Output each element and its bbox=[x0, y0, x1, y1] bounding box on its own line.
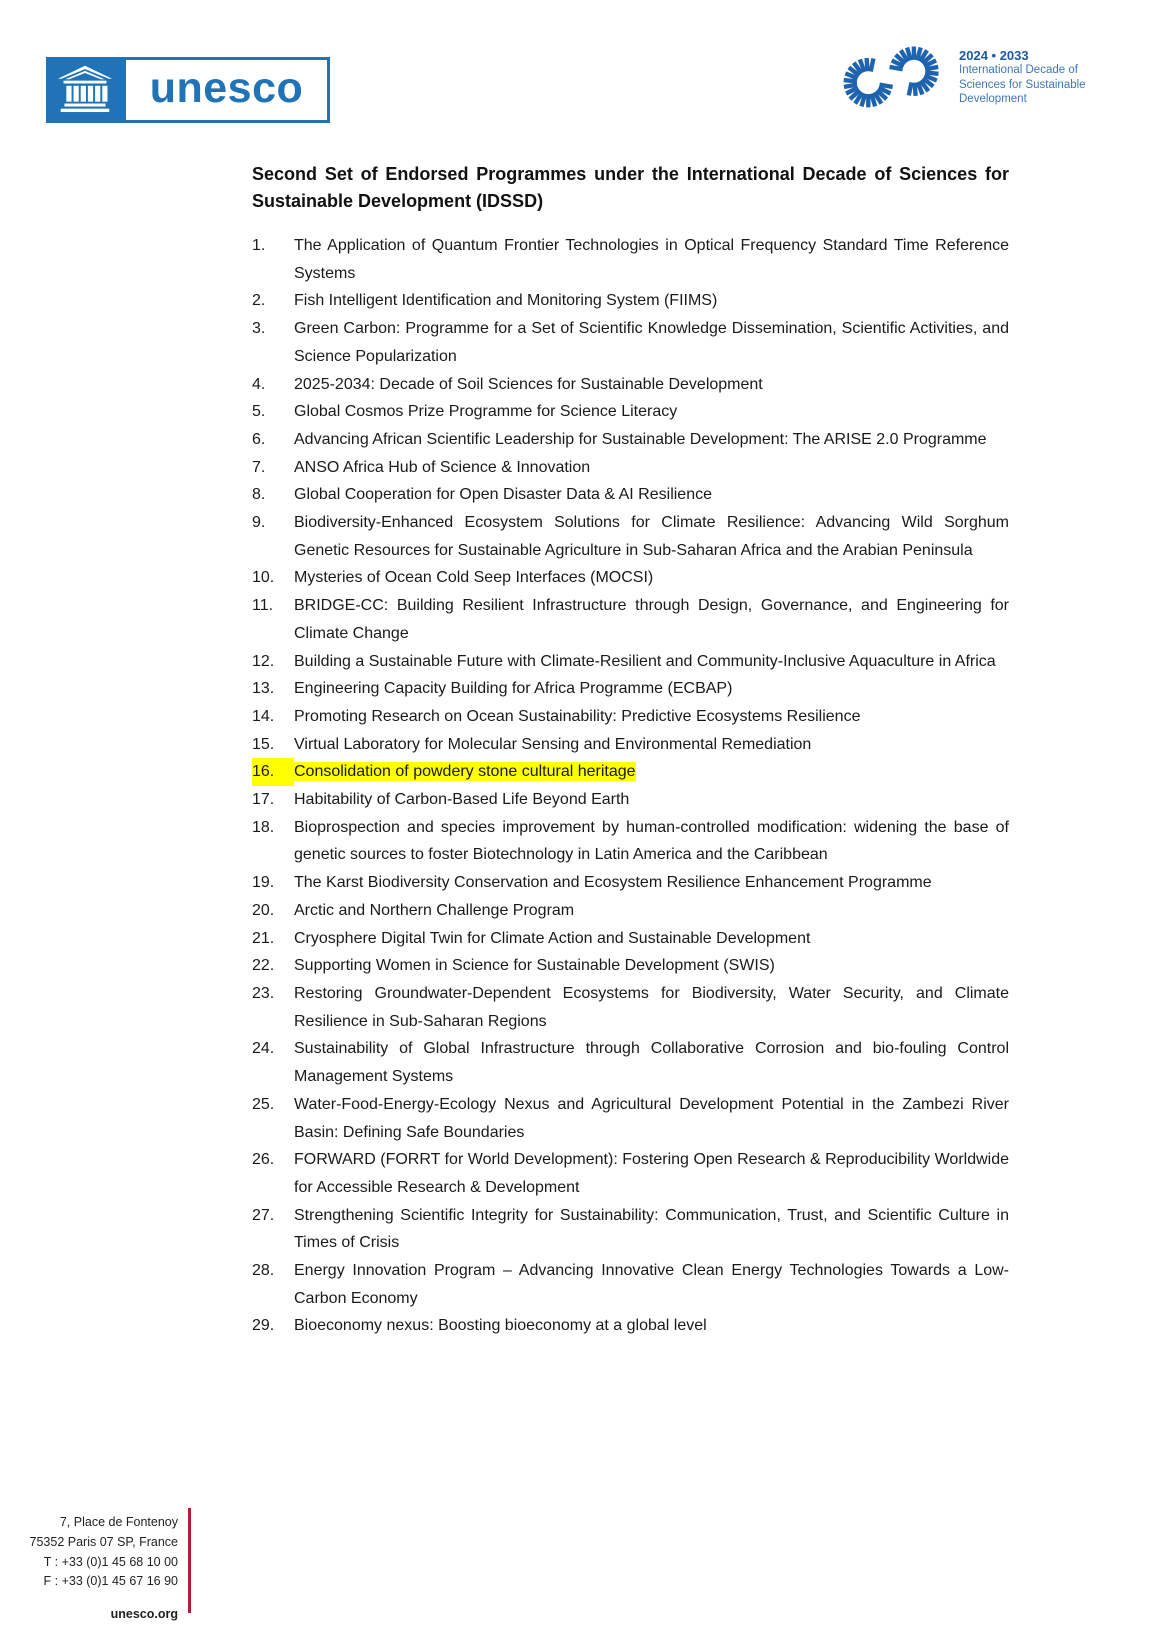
item-number: 9. bbox=[252, 514, 266, 532]
item-text: Energy Innovation Program – Advancing Innovative Clean Energy Technologies Towards a Low-Carbon Economy bbox=[294, 1262, 1009, 1307]
item-number: 19. bbox=[252, 874, 275, 892]
item-text: Arctic and Northern Challenge Program bbox=[294, 901, 575, 919]
highlighted-text: Consolidation of powdery stone cultural heritage bbox=[294, 763, 636, 781]
footer-red-rule bbox=[188, 1508, 191, 1613]
item-number: 15. bbox=[252, 735, 275, 753]
item-text: Cryosphere Digital Twin for Climate Action and Sustainable Development bbox=[294, 929, 811, 947]
item-number: 13. bbox=[252, 680, 275, 698]
idssd-line1: International Decade of bbox=[959, 64, 1078, 76]
item-text: Restoring Groundwater-Dependent Ecosystems for Biodiversity, Water Security, and Climate Resilience in Sub-Saharan Regions bbox=[294, 984, 1009, 1030]
list-item bbox=[252, 703, 1009, 731]
item-number: 18. bbox=[252, 818, 275, 836]
list-item bbox=[252, 371, 1009, 399]
item-number: 10. bbox=[252, 569, 275, 587]
list-item bbox=[252, 758, 1009, 786]
list-item bbox=[252, 426, 1009, 454]
item-number: 17. bbox=[252, 791, 275, 809]
list-item bbox=[252, 925, 1009, 953]
item-text: Water-Food-Energy-Ecology Nexus and Agricultural Development Potential in the Zambezi River Basin: Defining Safe Boundaries bbox=[294, 1095, 1009, 1141]
list-item bbox=[252, 786, 1009, 814]
list-item bbox=[252, 675, 1009, 703]
item-number: 11. bbox=[252, 597, 274, 615]
item-number: 22. bbox=[252, 957, 275, 975]
item-number: 7. bbox=[252, 458, 266, 476]
item-number: 29. bbox=[252, 1317, 275, 1335]
item-number: 12. bbox=[252, 652, 275, 670]
item-number: 23. bbox=[252, 984, 275, 1002]
item-text: Building a Sustainable Future with Climate-Resilient and Community-Inclusive Aquaculture in Africa bbox=[294, 652, 996, 670]
item-number: 16. bbox=[252, 758, 294, 786]
item-text: BRIDGE-CC: Building Resilient Infrastructure through Design, Governance, and Engineering for Climate Change bbox=[294, 597, 1009, 642]
item-number: 14. bbox=[252, 707, 275, 725]
list-item bbox=[252, 1091, 1009, 1146]
list-item bbox=[252, 814, 1009, 869]
list-item bbox=[252, 648, 1009, 676]
item-text: Fish Intelligent Identification and Monitoring System (FIIMS) bbox=[294, 292, 718, 310]
item-text: Global Cooperation for Open Disaster Data & AI Resilience bbox=[294, 486, 712, 504]
item-text: FORWARD (FORRT for World Development): Fostering Open Research & Reproducibility Worldwide for Accessible Research & Development bbox=[294, 1151, 1009, 1196]
footer-website: unesco.org bbox=[110, 1607, 178, 1622]
footer-address bbox=[26, 1513, 178, 1625]
unesco-emblem-box bbox=[46, 57, 123, 123]
list-item bbox=[252, 1202, 1009, 1257]
idssd-years: 2024 • 2033 bbox=[959, 48, 1029, 63]
idssd-logo bbox=[835, 38, 1086, 114]
item-text: The Karst Biodiversity Conservation and Ecosystem Resilience Enhancement Programme bbox=[294, 874, 932, 892]
item-number: 24. bbox=[252, 1040, 275, 1058]
footer-address-line2: 75352 Paris 07 SP, France bbox=[29, 1534, 178, 1549]
list-item bbox=[252, 731, 1009, 759]
item-text: Sustainability of Global Infrastructure through Collaborative Corrosion and bio-fouling Control Management Systems bbox=[294, 1040, 1009, 1086]
item-text: Biodiversity-Enhanced Ecosystem Solutions for Climate Resilience: Advancing Wild Sorghum Genetic Resources for Sustainable Agriculture in Sub-Saharan Africa and the Arabian Peninsula bbox=[294, 514, 1009, 559]
list-item bbox=[252, 509, 1009, 564]
item-text: Bioeconomy nexus: Boosting bioeconomy at a global level bbox=[294, 1317, 707, 1335]
item-text: Bioprospection and species improvement by human-controlled modification: widening the base of genetic sources to foster Biotechnology in Latin America and the Caribbean bbox=[294, 818, 1009, 864]
list-item bbox=[252, 869, 1009, 897]
list-item bbox=[252, 315, 1009, 370]
list-item bbox=[252, 980, 1009, 1035]
list-item bbox=[252, 1035, 1009, 1090]
footer-fax: F : +33 (0)1 45 67 16 90 bbox=[43, 1574, 178, 1589]
list-item bbox=[252, 952, 1009, 980]
list-item bbox=[252, 454, 1009, 482]
item-text: Virtual Laboratory for Molecular Sensing and Environmental Remediation bbox=[294, 735, 812, 753]
idssd-swirl-icon bbox=[835, 38, 951, 114]
item-number: 28. bbox=[252, 1262, 275, 1280]
item-number: 2. bbox=[252, 292, 266, 310]
item-text: The Application of Quantum Frontier Technologies in Optical Frequency Standard Time Reference Systems bbox=[294, 237, 1009, 282]
item-text: Promoting Research on Ocean Sustainability: Predictive Ecosystems Resilience bbox=[294, 707, 861, 725]
idssd-logo-text bbox=[959, 38, 1086, 107]
item-number: 5. bbox=[252, 403, 266, 421]
list-item bbox=[252, 1146, 1009, 1201]
list-item bbox=[252, 1257, 1009, 1312]
unesco-logo bbox=[46, 57, 330, 123]
item-number: 6. bbox=[252, 430, 266, 448]
list-item bbox=[252, 232, 1009, 287]
item-number: 20. bbox=[252, 901, 275, 919]
item-text: Engineering Capacity Building for Africa Programme (ECBAP) bbox=[294, 680, 733, 698]
list-item bbox=[252, 564, 1009, 592]
footer-telephone: T : +33 (0)1 45 68 10 00 bbox=[43, 1554, 178, 1569]
list-item bbox=[252, 592, 1009, 647]
list-item bbox=[252, 481, 1009, 509]
programme-list bbox=[252, 232, 1009, 1340]
item-text: 2025-2034: Decade of Soil Sciences for Sustainable Development bbox=[294, 375, 763, 393]
idssd-line3: Development bbox=[959, 93, 1027, 105]
list-item bbox=[252, 398, 1009, 426]
item-text: Advancing African Scientific Leadership for Sustainable Development: The ARISE 2.0 Programme bbox=[294, 430, 987, 448]
item-text: Mysteries of Ocean Cold Seep Interfaces (MOCSI) bbox=[294, 569, 654, 587]
item-text: ANSO Africa Hub of Science & Innovation bbox=[294, 458, 591, 476]
unesco-wordmark: unesco bbox=[149, 63, 304, 112]
item-text: Supporting Women in Science for Sustainable Development (SWIS) bbox=[294, 957, 775, 975]
item-number: 26. bbox=[252, 1151, 275, 1169]
item-number: 8. bbox=[252, 486, 266, 504]
item-text: Strengthening Scientific Integrity for Sustainability: Communication, Trust, and Scientific Culture in Times of Crisis bbox=[294, 1206, 1009, 1252]
item-text: Green Carbon: Programme for a Set of Scientific Knowledge Dissemination, Scientific Activities, and Science Popularization bbox=[294, 320, 1009, 365]
item-text bbox=[294, 758, 1009, 786]
item-number: 3. bbox=[252, 320, 266, 338]
idssd-line2: Sciences for Sustainable bbox=[959, 78, 1086, 91]
item-number: 4. bbox=[252, 375, 266, 393]
list-item bbox=[252, 897, 1009, 925]
item-text: Global Cosmos Prize Programme for Science Literacy bbox=[294, 403, 678, 421]
list-item bbox=[252, 1312, 1009, 1340]
list-item bbox=[252, 287, 1009, 315]
footer-address-line1: 7, Place de Fontenoy bbox=[59, 1515, 178, 1529]
unesco-temple-icon bbox=[57, 65, 113, 115]
item-text: Habitability of Carbon-Based Life Beyond Earth bbox=[294, 791, 630, 809]
item-number: 25. bbox=[252, 1095, 275, 1113]
item-number: 1. bbox=[252, 237, 266, 254]
unesco-wordmark-box bbox=[123, 57, 330, 123]
item-number: 21. bbox=[252, 929, 275, 947]
item-number: 27. bbox=[252, 1206, 275, 1224]
page-title: Second Set of Endorsed Programmes under the International Decade of Sciences for Sustainable Development (IDSSD) bbox=[252, 164, 1009, 211]
